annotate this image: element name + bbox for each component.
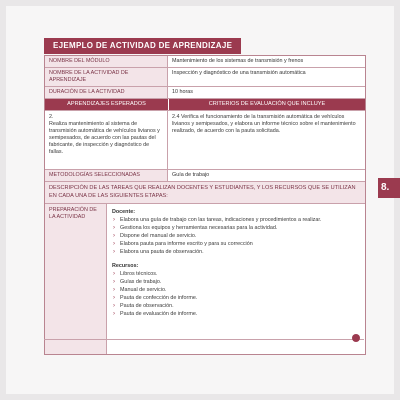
info-row-module (45, 56, 365, 68)
info-row-duration (45, 87, 365, 99)
expected-learning-number: 2. (49, 114, 54, 120)
footer-dot-icon (352, 334, 360, 342)
criteria-text: 2.4 Verifica el funcionamiento de la transmisión automática de vehículos livianos y semipesados, y elabora un informe técnico sobre el mantenimiento realizado, de acuerdo con la pauta solicitada. (172, 114, 356, 134)
list-item: › Pauta de observación. (113, 303, 174, 309)
description-band: DESCRIPCIÓN DE LAS TAREAS QUE REALIZAN DOCENTES Y ESTUDIANTES, Y LOS RECURSOS QUE SE UTILIZAN EN CADA UNA DE LAS SIGUIENTES ETAPAS: (45, 182, 365, 204)
bullet-icon: › (113, 271, 115, 277)
bullet-icon: › (113, 249, 115, 255)
bullet-icon: › (113, 303, 115, 309)
bullet-icon: › (113, 295, 115, 301)
phase-body (107, 204, 365, 354)
chapter-number-tab: 8. (378, 178, 400, 198)
methodology-row (45, 170, 365, 182)
resources-list (112, 270, 360, 318)
list-item: › Elabora pauta para informe escrito y para su corrección (113, 241, 253, 247)
list-item: › Manual de servicio. (113, 287, 167, 293)
info-value: Mantenimiento de los sistemas de transmisión y frenos (172, 58, 304, 64)
list-item: › Libros técnicos. (113, 271, 158, 277)
expected-learning-header: APRENDIZAJES ESPERADOS (45, 99, 169, 110)
criteria-header: CRITERIOS DE EVALUACIÓN QUE INCLUYE (169, 99, 365, 110)
list-item: › Guías de trabajo. (113, 279, 162, 285)
list-item: › Elabora una guía de trabajo con las tareas, indicaciones y procedimientos a realizar. (113, 217, 322, 223)
list-item: › Dispone del manual de servicio. (113, 233, 197, 239)
bullet-icon: › (113, 311, 115, 317)
list-item: › Pauta de confección de informe. (113, 295, 198, 301)
page-title: EJEMPLO DE ACTIVIDAD DE APRENDIZAJE (44, 38, 241, 54)
outcomes-header (45, 99, 365, 111)
bullet-icon: › (113, 279, 115, 285)
info-label: NOMBRE DE LA ACTIVIDAD DE APRENDIZAJE (45, 68, 168, 86)
bullet-icon: › (113, 287, 115, 293)
bullet-icon: › (113, 217, 115, 223)
methodology-value: Guía de trabajo (172, 172, 210, 178)
info-row-activity (45, 68, 365, 87)
outcomes-row (45, 111, 365, 170)
methodology-label: METODOLOGÍAS SELECCIONADAS (45, 170, 168, 181)
teacher-list (112, 216, 360, 256)
expected-learning-text: Realiza mantenimiento al sistema de transmisión automática de vehículos livianos y semipesados, de acuerdo con las pautas del fabricante, de inspección y diagnóstico de fallas. (49, 121, 160, 155)
teacher-title: Docente: (112, 209, 136, 215)
bullet-icon: › (113, 241, 115, 247)
expected-learning-cell (45, 111, 168, 169)
list-item: › Elabora una pauta de observación. (113, 249, 204, 255)
list-item: › Pauta de evaluación de informe. (113, 311, 198, 317)
info-value: 10 horas (172, 89, 193, 95)
info-value: Inspección y diagnóstico de una transmisión automática (172, 70, 306, 76)
preparation-phase (45, 204, 365, 354)
info-label: DURACIÓN DE LA ACTIVIDAD (45, 87, 168, 98)
info-label: NOMBRE DEL MÓDULO (45, 56, 168, 67)
footer-rule (44, 339, 364, 340)
list-item: › Gestiona los equipos y herramientas necesarias para la actividad. (113, 225, 278, 231)
bullet-icon: › (113, 233, 115, 239)
bullet-icon: › (113, 225, 115, 231)
phase-label: PREPARACIÓN DE LA ACTIVIDAD (45, 204, 107, 354)
activity-table (44, 55, 366, 355)
resources-title: Recursos: (112, 263, 139, 269)
